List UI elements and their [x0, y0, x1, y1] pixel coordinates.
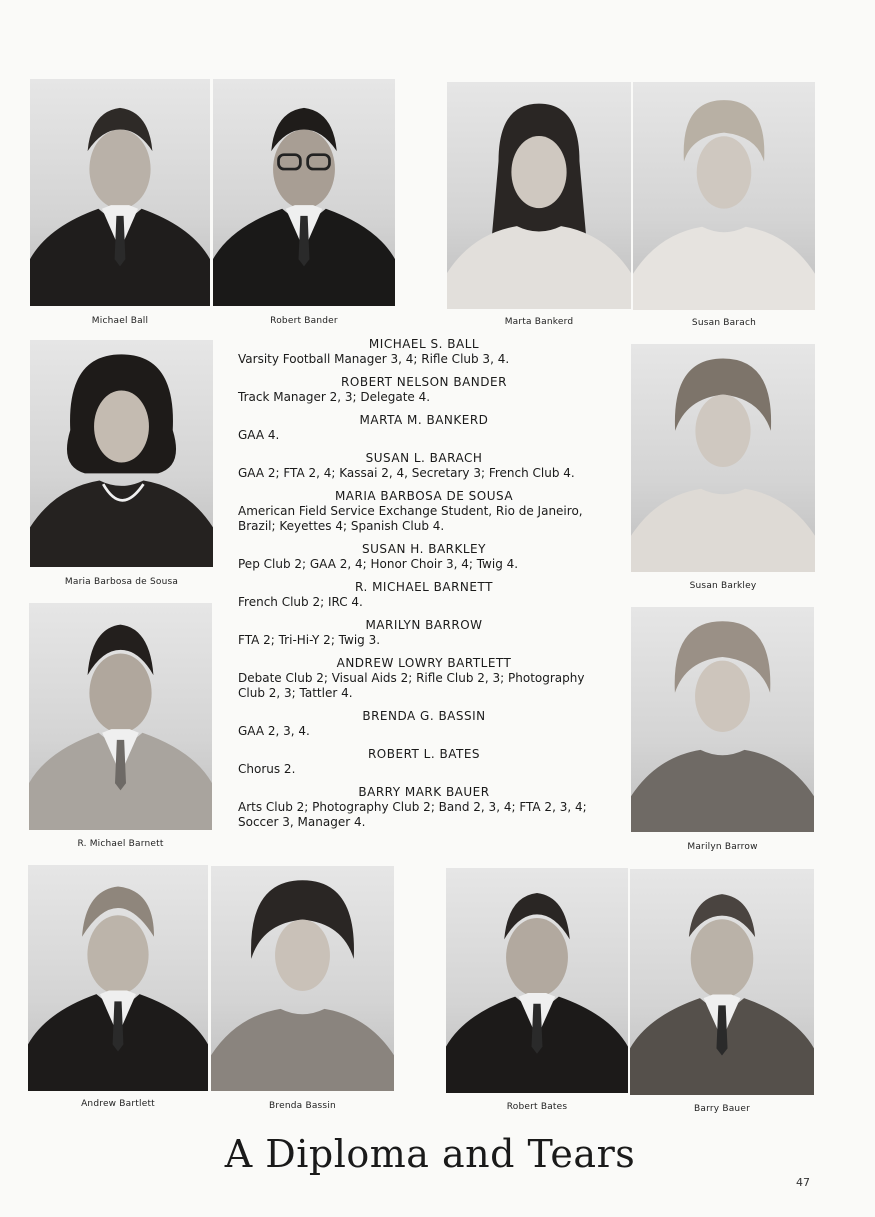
- senior-name: MARTA M. BANKERD: [359, 413, 489, 427]
- portrait-photo-maria-barbosa-de-sousa: [30, 340, 213, 567]
- portrait-caption: Maria Barbosa de Sousa: [64, 577, 179, 587]
- senior-activities: Track Manager 2, 3; Delegate 4.: [238, 390, 431, 404]
- senior-activities-list: [238, 337, 610, 838]
- portrait-caption: Michael Ball: [91, 316, 149, 326]
- senior-activities: GAA 2; FTA 2, 4; Kassai 2, 4, Secretary 3; French Club 4.: [238, 466, 575, 480]
- portrait-photo-brenda-bassin: [211, 866, 394, 1091]
- senior-name: MARILYN BARROW: [365, 618, 483, 632]
- portrait-caption: Robert Bander: [270, 316, 338, 326]
- portrait-photo-robert-bates: [446, 868, 628, 1093]
- senior-name: BRENDA G. BASSIN: [362, 709, 486, 723]
- senior-name: R. MICHAEL BARNETT: [355, 580, 493, 594]
- senior-activities: Debate Club 2; Visual Aids 2; Rifle Club 2, 3; Photography Club 2, 3; Tattler 4.: [238, 671, 585, 700]
- senior-activities: American Field Service Exchange Student, Rio de Janeiro, Brazil; Keyettes 4; Spanish Club 4.: [238, 504, 583, 533]
- senior-activities: Chorus 2.: [238, 762, 296, 776]
- senior-entry: [238, 542, 610, 572]
- portrait-photo-marta-bankerd: [447, 82, 631, 309]
- senior-entry: [238, 489, 610, 534]
- senior-entry: [238, 413, 610, 443]
- portrait-caption: Marta Bankerd: [504, 317, 574, 327]
- senior-activities: French Club 2; IRC 4.: [238, 595, 363, 609]
- senior-name: SUSAN H. BARKLEY: [362, 542, 486, 556]
- portrait-caption: Susan Barach: [691, 318, 757, 328]
- senior-entry: [238, 747, 610, 777]
- senior-entry: [238, 709, 610, 739]
- senior-activities: Varsity Football Manager 3, 4; Rifle Club 3, 4.: [238, 352, 510, 366]
- portrait-photo-susan-barkley: [631, 344, 815, 572]
- page-title: A Diploma and Tears: [224, 1132, 636, 1176]
- portrait-caption: Marilyn Barrow: [687, 842, 758, 852]
- senior-name: SUSAN L. BARACH: [365, 451, 483, 465]
- portrait-photo-susan-barach: [633, 82, 815, 310]
- senior-entry: [238, 580, 610, 610]
- senior-entry: [238, 785, 610, 830]
- portrait-photo-michael-ball: [30, 79, 210, 306]
- portrait-photo-marilyn-barrow: [631, 607, 814, 832]
- senior-name: ROBERT L. BATES: [367, 747, 481, 761]
- portrait-photo-robert-bander: [213, 79, 395, 306]
- portrait-caption: R. Michael Barnett: [77, 839, 164, 849]
- senior-entry: [238, 618, 610, 648]
- senior-activities: Pep Club 2; GAA 2, 4; Honor Choir 3, 4; Twig 4.: [238, 557, 519, 571]
- senior-name: MARIA BARBOSA DE SOUSA: [334, 489, 514, 503]
- page-number: 47: [796, 1176, 810, 1189]
- senior-name: ROBERT NELSON BANDER: [341, 375, 507, 389]
- senior-entry: [238, 656, 610, 701]
- senior-activities: Arts Club 2; Photography Club 2; Band 2, 3, 4; FTA 2, 3, 4; Soccer 3, Manager 4.: [238, 800, 587, 829]
- portrait-caption: Barry Bauer: [694, 1104, 750, 1114]
- portrait-caption: Robert Bates: [506, 1102, 568, 1112]
- senior-name: ANDREW LOWRY BARTLETT: [336, 656, 512, 670]
- senior-entry: [238, 337, 610, 367]
- senior-entry: [238, 375, 610, 405]
- senior-entry: [238, 451, 610, 481]
- portrait-photo-andrew-bartlett: [28, 865, 208, 1091]
- portrait-caption: Susan Barkley: [689, 581, 757, 591]
- senior-activities: GAA 4.: [238, 428, 280, 442]
- senior-name: BARRY MARK BAUER: [358, 785, 490, 799]
- senior-name: MICHAEL S. BALL: [368, 337, 480, 351]
- portrait-photo-r-michael-barnett: [29, 603, 212, 830]
- senior-activities: GAA 2, 3, 4.: [238, 724, 310, 738]
- portrait-caption: Andrew Bartlett: [81, 1099, 155, 1109]
- portrait-photo-barry-bauer: [630, 869, 814, 1095]
- portrait-caption: Brenda Bassin: [269, 1101, 336, 1111]
- senior-activities: FTA 2; Tri-Hi-Y 2; Twig 3.: [238, 633, 381, 647]
